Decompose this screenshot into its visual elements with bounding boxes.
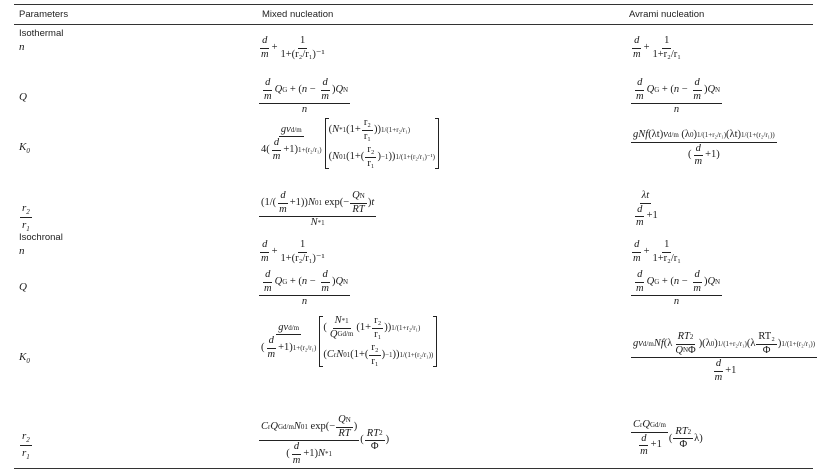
avrami-n-isochronal-formula: $\frac{d}{m}$ + $\frac{1}{\text{1+r₂/r₁}}$	[633, 239, 681, 264]
mixed-r2r1-formula: (1/( $\frac{d}{m}$ +1)) N 01 exp (− Q N RT ) t N * 1	[261, 190, 375, 228]
avrami-k0-isochronal-formula: g v d/m N f ( λ RT 2 Q N Φ )( λ 0 ) 1/(1+r₂/r₁) (λ $\frac{\text{RT₂}}{\Phi}$ ) 1/(1+(r₂/r₁)) $\frac{d}{m}$ +1	[633, 331, 816, 383]
param-n-isochronal: n	[19, 245, 25, 257]
avrami-q-formula: $\frac{d}{m}$ Q G + ( n − $\frac{d}{m}$ ) Q N n	[630, 78, 723, 116]
mixed-q-isochronal-formula: $\frac{d}{m}$ Q G + ( n − $\frac{d}{m}$ ) Q N n	[258, 270, 351, 308]
header-mixed-nucleation: Mixed nucleation	[262, 9, 334, 20]
header-parameters: Parameters	[19, 9, 69, 20]
param-n: n	[19, 41, 25, 53]
mixed-k0-isochronal-formula: g v d/m ( $\frac{d}{m}$ +1) 1+(r₂/r₁) ( N * 1 Q G d/m (1+ $\frac{\text{r₂}}{\text{r₁}}$ )) 1/(1+r₂/r₁) ( C r N 01 (1+( $\frac{\text{r₂}}{\text{r₁}}$ ) −1 )) 1/(1+(r₂/r₁))	[258, 316, 437, 367]
bottom-rule	[14, 468, 813, 469]
param-q: Q	[19, 91, 27, 103]
section-isochronal: Isochronal	[19, 232, 63, 243]
mixed-n-formula: $\frac{d}{m}$ + $\frac{1}{\text{1+(r₂/r₁)⁻¹}}$	[261, 35, 325, 60]
section-isothermal: Isothermal	[19, 28, 64, 39]
avrami-k0-formula: g N f (λt) v d/m ( λ 0 ) 1/(1+r₂/r₁) (λt) 1/(1+(r₂/r₁)) ( $\frac{d}{m}$ +1)	[633, 129, 775, 167]
mixed-q-formula: $\frac{d}{m}$ Q G + ( n − $\frac{d}{m}$ ) Q N n	[258, 78, 351, 116]
param-r2-over-r1-isochronal: $\frac{r_2}{r_1}$	[22, 430, 30, 461]
header-avrami-nucleation: Avrami nucleation	[629, 9, 705, 20]
param-k0: $K_0$	[19, 141, 30, 155]
mixed-r2r1-isochronal-formula: C r Q G d/m N 01 exp (− Q N RT ) ( $\frac{d}{m}$ +1) N * 1 ( RT 2 Φ )	[261, 414, 390, 466]
param-r2-over-r1: $\frac{r_2}{r_1}$	[22, 202, 30, 233]
avrami-r2r1-isochronal-formula: C r Q G d/m $\frac{d}{m}$ +1 ( RT 2 Φ λ )	[633, 419, 703, 457]
mixed-n-isochronal-formula: $\frac{d}{m}$ + $\frac{1}{\text{1+(r₂/r₁)⁻¹}}$	[261, 239, 325, 264]
avrami-r2r1-formula: λt $\frac{d}{m}$ +1	[636, 190, 658, 228]
avrami-n-formula: $\frac{d}{m}$ + $\frac{1}{\text{1+r₂/r₁}}$	[633, 35, 681, 60]
avrami-q-isochronal-formula: $\frac{d}{m}$ Q G + ( n − $\frac{d}{m}$ ) Q N n	[630, 270, 723, 308]
mixed-k0-formula: g v d/m 4 ( $\frac{d}{m}$ +1) 1+(r₂/r₁) ( N * 1 (1+ $\frac{\text{r₂}}{\text{r₁}}$ )) 1/(1+r₂/r₁) ( N 01 (1+( $\frac{\text{r₂}}{\text{r₁}}$ ) −1 )) 1/(1+(r₂/r₁)⁻¹)	[258, 118, 439, 169]
header-rule	[14, 24, 813, 25]
param-q-isochronal: Q	[19, 281, 27, 293]
top-rule	[14, 4, 813, 5]
param-k0-isochronal: $K_0$	[19, 351, 30, 365]
